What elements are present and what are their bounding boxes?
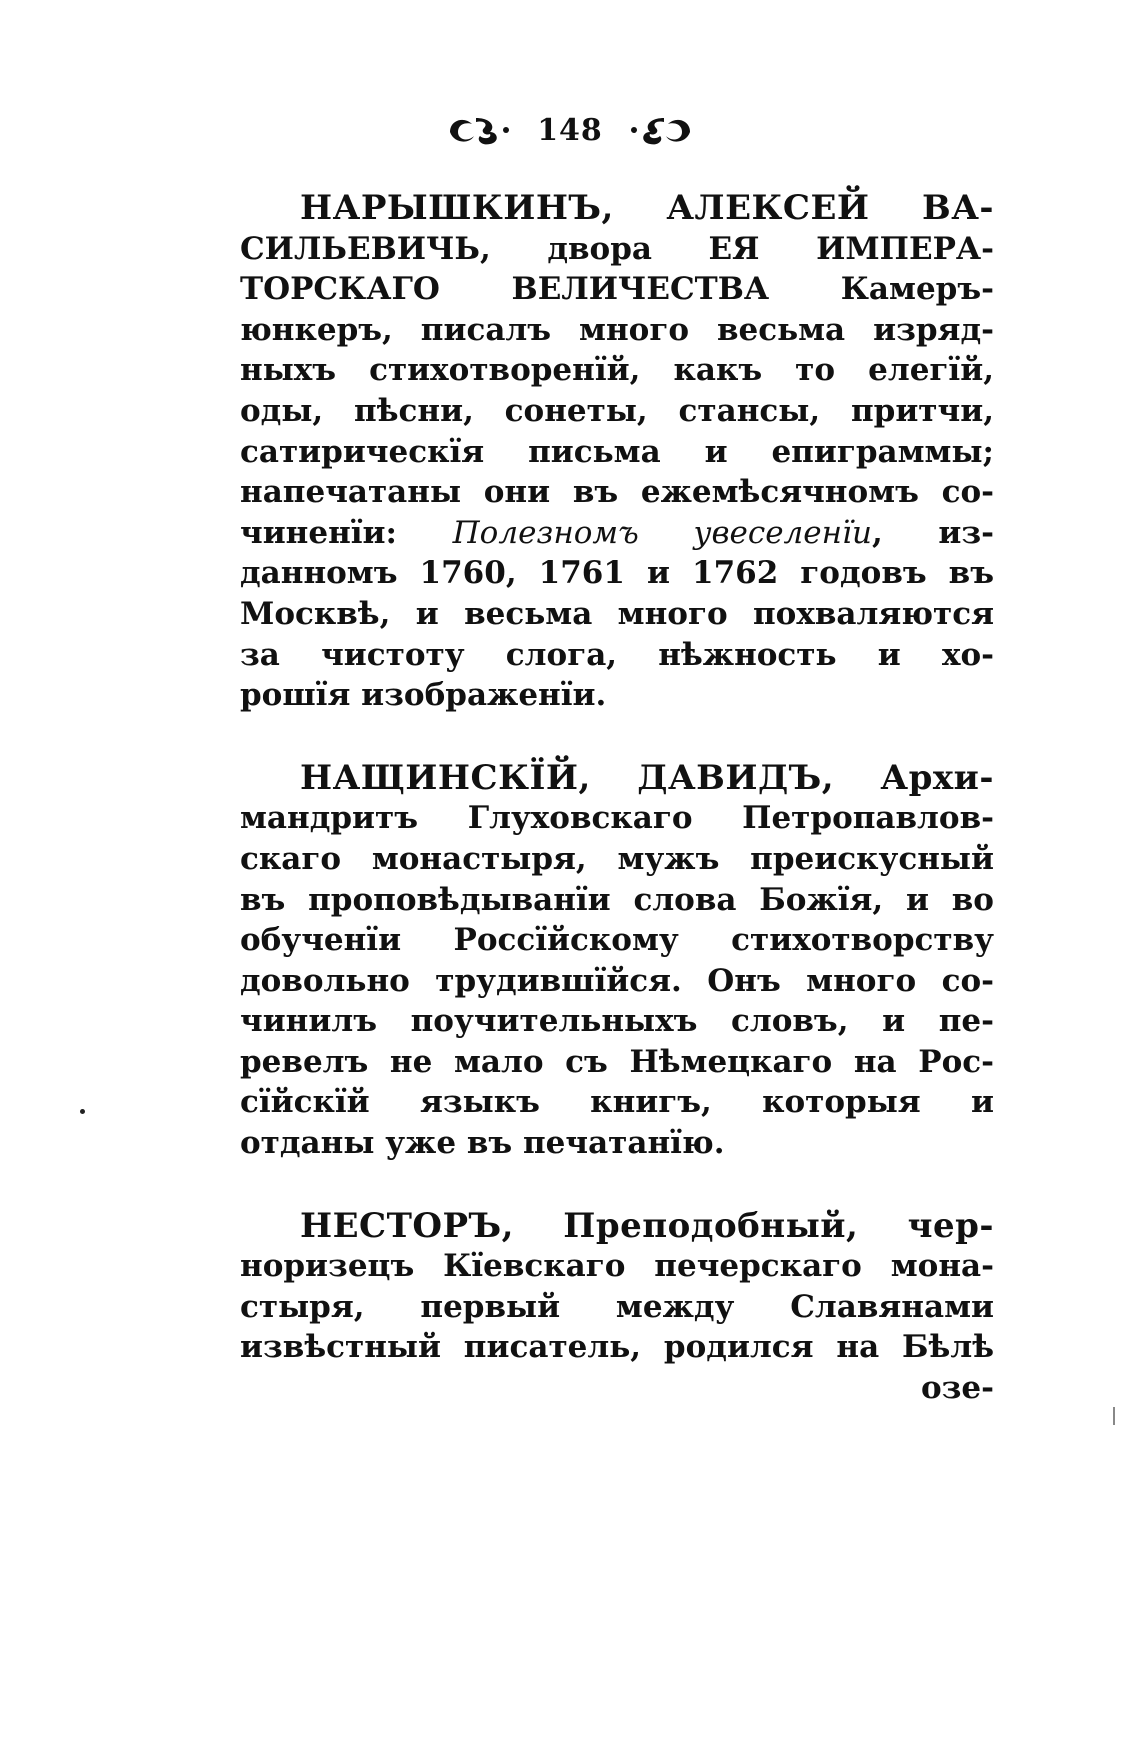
text-line: стыря, первый между Славянами [240,1288,994,1325]
text-line: скаго монастыря, мужъ преискусный [240,840,994,877]
text-line: данномъ 1760, 1761 и 1762 годовъ въ [240,555,994,592]
page-edge-mark [1113,1407,1115,1425]
text-line: ревелъ не мало съ Нѣмецкаго на Рос- [240,1043,994,1080]
entry-nashchinsky [240,758,994,1164]
text-line: юнкеръ, писалъ много весьма изряд- [240,311,994,348]
text-line: въ проповѣдыванїи слова Божїя, и во [240,881,994,918]
text-line: ныхъ стихотворенїй, какъ то елегїй, [240,352,994,389]
text-fragment: , из- [871,514,995,551]
entry-naryshkin [240,188,994,716]
text-line: НЕСТОРЪ, Преподобный, чер- [300,1205,994,1246]
text-line: НАРЫШКИНЪ, АЛЕКСЕЙ ВА- [300,188,994,228]
ink-speck [80,1109,85,1114]
text-line: норизецъ Кїевскаго печерскаго мона- [240,1248,994,1285]
body-text [240,188,994,1451]
text-line-with-title [240,513,994,554]
fleuron-right-icon [626,110,694,150]
italic-work-title: Полезномъ увеселенїи [452,514,872,551]
running-header [0,108,1140,150]
fleuron-left-icon [446,110,514,150]
text-line: Москвѣ, и весьма много похваляются [240,595,994,632]
text-line: сатирическїя письма и епиграммы; [240,433,994,470]
text-line: оды, пѣсни, сонеты, стансы, притчи, [240,392,994,429]
entry-nestor [240,1206,994,1409]
page-number: 148 [537,112,603,148]
text-line: обученїи Россїйскому стихотворству [240,922,994,959]
text-line: напечатаны они въ ежемѣсячномъ со- [240,474,994,511]
text-line: за чистоту слога, нѣжность и хо- [240,636,994,673]
catchword: озе- [920,1370,994,1407]
text-line: СИЛЬЕВИЧЬ, двора ЕЯ ИМПЕРА- [240,230,994,267]
text-line: довольно трудившїйся. Онъ много со- [240,962,994,999]
text-line: отданы уже въ печатанїю. [240,1125,725,1162]
text-line: чинилъ поучительныхъ словъ, и пе- [240,1003,994,1040]
text-line: НАЩИНСКЇЙ, ДАВИДЪ, Архи- [300,757,994,798]
text-line: ТОРСКАГО ВЕЛИЧЕСТВА Камеръ- [240,271,994,308]
text-line: мандритъ Глуховскаго Петропавлов- [240,800,994,837]
text-fragment: чиненїи: [240,514,453,551]
text-line: сїйскїй языкъ книгъ, которыя и [240,1084,994,1121]
text-line: извѣстный писатель, родился на Бѣлѣ [240,1329,994,1366]
text-line: рошїя изображенїи. [240,677,607,714]
